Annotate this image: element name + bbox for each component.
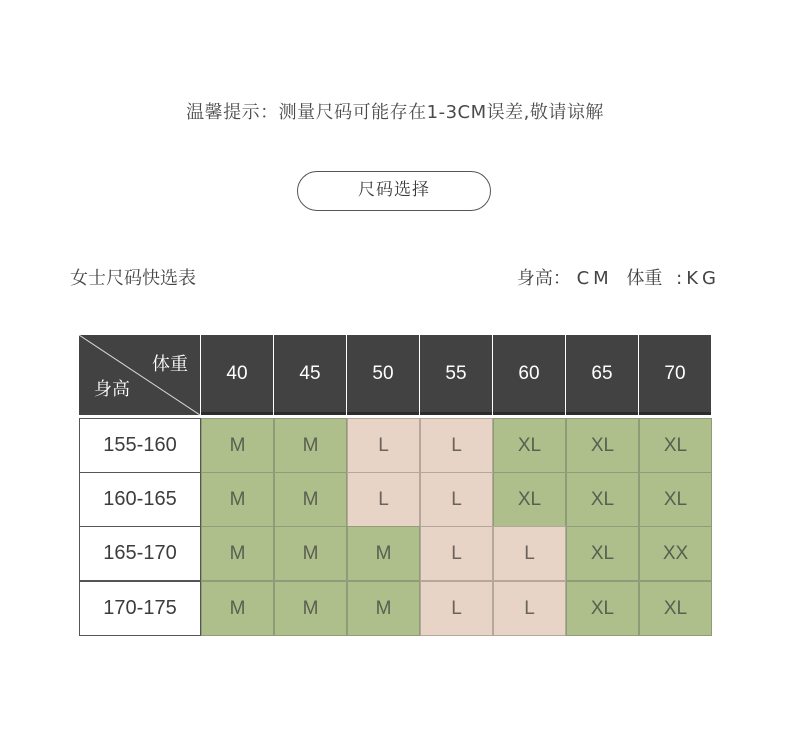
size-cell: XL [566, 526, 639, 581]
size-cell: XL [566, 418, 639, 473]
weight-header-45: 45 [274, 335, 346, 415]
size-cell: L [493, 526, 566, 581]
size-cell: XL [566, 472, 639, 527]
size-cell: XL [493, 418, 566, 473]
weight-header-60: 60 [493, 335, 565, 415]
size-cell: L [420, 526, 493, 581]
size-cell: M [201, 581, 274, 636]
size-cell: L [347, 472, 420, 527]
height-unit: CM [576, 268, 613, 289]
height-range-165-170: 165-170 [79, 526, 201, 581]
weight-header-65: 65 [566, 335, 638, 415]
size-cell: L [420, 472, 493, 527]
weight-header-55: 55 [420, 335, 492, 415]
size-selection-button[interactable]: 尺码选择 [297, 171, 491, 211]
size-cell: XL [566, 581, 639, 636]
size-cell: L [420, 418, 493, 473]
size-cell: XL [639, 418, 712, 473]
units-legend [517, 264, 720, 290]
weight-header-50: 50 [347, 335, 419, 415]
size-cell: M [274, 418, 347, 473]
size-notice: 温馨提示：测量尺码可能存在1-3CM误差,敬请谅解 [186, 102, 604, 123]
size-cell: M [201, 526, 274, 581]
size-cell: M [347, 581, 420, 636]
size-cell: L [420, 581, 493, 636]
table-title: 女士尺码快选表 [70, 268, 196, 289]
weight-header-70: 70 [639, 335, 711, 415]
weight-unit-label: 体重 [626, 268, 663, 289]
size-cell: XL [639, 472, 712, 527]
size-cell: M [274, 526, 347, 581]
height-range-160-165: 160-165 [79, 472, 201, 527]
size-cell: M [274, 581, 347, 636]
size-cell: M [347, 526, 420, 581]
size-cell: L [347, 418, 420, 473]
size-cell: XL [639, 581, 712, 636]
size-cell: XX [639, 526, 712, 581]
size-cell: M [201, 472, 274, 527]
height-range-155-160: 155-160 [79, 418, 201, 473]
size-cell: L [493, 581, 566, 636]
table-corner-header [79, 335, 200, 415]
weight-unit: :KG [676, 268, 720, 289]
height-range-170-175: 170-175 [79, 581, 201, 636]
size-cell: M [274, 472, 347, 527]
height-unit-label: 身高： [516, 268, 571, 289]
size-cell: M [201, 418, 274, 473]
size-cell: XL [493, 472, 566, 527]
weight-header-40: 40 [201, 335, 273, 415]
corner-weight-label: 体重 [152, 354, 188, 375]
corner-height-label: 身高 [94, 379, 130, 400]
